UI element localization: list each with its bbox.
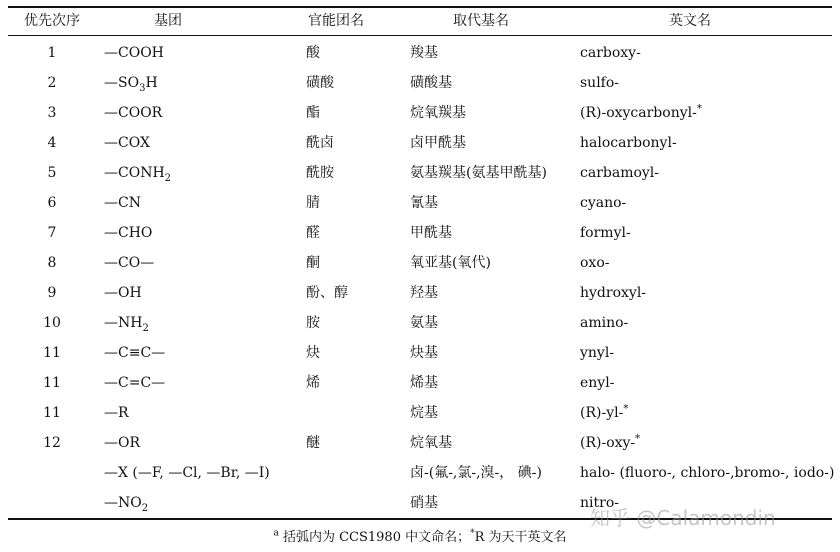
- cell-priority: 11: [43, 375, 61, 391]
- cell-priority: 11: [43, 345, 61, 361]
- cell-substituent: 甲酰基: [410, 225, 452, 241]
- cell-functional-group: 烯: [306, 375, 320, 391]
- cell-functional-group: 醚: [306, 435, 320, 451]
- table-row: [0, 98, 840, 128]
- cell-priority: 5: [47, 165, 57, 181]
- cell-english: ynyl-: [580, 345, 615, 361]
- cell-group: $—NO_2$: [104, 495, 149, 514]
- cell-english: oxo-: [580, 255, 610, 271]
- cell-substituent: 烷氧羰基: [410, 105, 466, 121]
- header-substituent: 取代基名: [453, 13, 509, 29]
- cell-group: —COX: [104, 135, 150, 151]
- cell-functional-group: 酰卤: [306, 135, 334, 151]
- cell-english: amino-: [580, 315, 629, 331]
- cell-english: enyl-: [580, 375, 615, 391]
- cell-substituent: 硝基: [410, 495, 438, 511]
- cell-english: halo- (fluoro-, chloro-,bromo-, iodo-): [580, 465, 835, 481]
- cell-priority: 8: [47, 255, 57, 271]
- cell-functional-group: 炔: [306, 345, 320, 361]
- cell-substituent: 氧亚基(氧代): [410, 255, 491, 271]
- cell-group: $—CONH_2$: [104, 165, 172, 184]
- cell-priority: [28, 488, 76, 518]
- cell-group: $—SO_3H$: [104, 75, 158, 94]
- header-group: 基团: [154, 13, 182, 29]
- cell-priority: 3: [47, 105, 57, 121]
- cell-functional-group: 腈: [306, 195, 320, 211]
- table-header-rule: [8, 35, 832, 36]
- cell-group: —CHO: [104, 225, 153, 241]
- cell-group: —X (—F, —Cl, —Br, —I): [104, 465, 270, 481]
- cell-english: (R)-oxycarbonyl-*: [580, 103, 702, 121]
- cell-substituent: 氰基: [410, 195, 438, 211]
- watermark: 知乎 @Calamondin: [590, 506, 776, 530]
- table-row: [0, 428, 840, 458]
- cell-priority: 9: [47, 285, 57, 301]
- cell-english: (R)-yl-*: [580, 403, 629, 421]
- cell-priority: 6: [47, 195, 57, 211]
- table-row: [0, 308, 840, 338]
- cell-substituent: 烷基: [410, 405, 438, 421]
- table-row: [0, 368, 840, 398]
- cell-group: —CO—: [104, 255, 155, 271]
- table-row: [0, 188, 840, 218]
- cell-substituent: 羟基: [410, 285, 438, 301]
- table-header-row: [0, 6, 840, 36]
- cell-english: halocarbonyl-: [580, 135, 677, 151]
- cell-group: $—NH_2$: [104, 315, 149, 334]
- cell-group: —C≡C—: [104, 345, 166, 361]
- cell-priority: 7: [47, 225, 57, 241]
- header-functional-group: 官能团名: [308, 13, 364, 29]
- header-english: 英文名: [669, 13, 711, 29]
- cell-priority: 2: [47, 75, 57, 91]
- cell-group: —CN: [104, 195, 141, 211]
- cell-english: (R)-oxy-*: [580, 433, 641, 451]
- cell-functional-group: 胺: [306, 315, 320, 331]
- cell-functional-group: 醛: [306, 225, 320, 241]
- table-row: [0, 128, 840, 158]
- cell-substituent: 氨基羰基(氨基甲酰基): [410, 165, 547, 181]
- cell-substituent: 烯基: [410, 375, 438, 391]
- cell-substituent: 卤甲酰基: [410, 135, 466, 151]
- table-row: [0, 248, 840, 278]
- table-row: [0, 158, 840, 188]
- cell-english: hydroxyl-: [580, 285, 647, 301]
- cell-english: carbamoyl-: [580, 165, 660, 181]
- cell-substituent: 磺酸基: [410, 75, 452, 91]
- cell-substituent: 炔基: [410, 345, 438, 361]
- cell-functional-group: 酚、醇: [306, 285, 348, 301]
- cell-functional-group: 磺酸: [306, 75, 334, 91]
- cell-substituent: 羧基: [410, 45, 438, 61]
- table-row: [0, 338, 840, 368]
- table-row: [0, 398, 840, 428]
- cell-group: —R: [104, 405, 129, 421]
- header-priority: 优先次序: [24, 13, 80, 29]
- cell-priority: 4: [47, 135, 57, 151]
- cell-substituent: 烷氧基: [410, 435, 452, 451]
- cell-functional-group: 酸: [306, 45, 320, 61]
- cell-group: —C=C—: [104, 375, 166, 391]
- cell-functional-group: 酮: [306, 255, 320, 271]
- cell-functional-group: 酯: [306, 105, 320, 121]
- cell-english: carboxy-: [580, 45, 641, 61]
- table-row: [0, 218, 840, 248]
- cell-english: nitro-: [580, 495, 619, 511]
- cell-functional-group: 酰胺: [306, 165, 334, 181]
- table-footnote: $^a$ 括弧内为 CCS1980 中文命名；*R 为天干英文名: [273, 528, 567, 545]
- table-row: [0, 38, 840, 68]
- cell-group: —OR: [104, 435, 141, 451]
- table-row: [0, 68, 840, 98]
- cell-substituent: 卤-(氟-,氯-,溴-， 碘-): [410, 465, 542, 481]
- table-row: [0, 278, 840, 308]
- table-row: [0, 458, 840, 488]
- cell-priority: 11: [43, 405, 61, 421]
- cell-group: —OH: [104, 285, 142, 301]
- cell-priority: 12: [43, 435, 61, 451]
- cell-priority: 10: [43, 315, 61, 331]
- cell-group: —COOR: [104, 105, 163, 121]
- cell-priority: 1: [47, 45, 57, 61]
- cell-substituent: 氨基: [410, 315, 438, 331]
- cell-english: sulfo-: [580, 75, 620, 91]
- cell-group: —COOH: [104, 45, 164, 61]
- cell-english: formyl-: [580, 225, 631, 241]
- cell-priority: [28, 458, 76, 488]
- cell-english: cyano-: [580, 195, 627, 211]
